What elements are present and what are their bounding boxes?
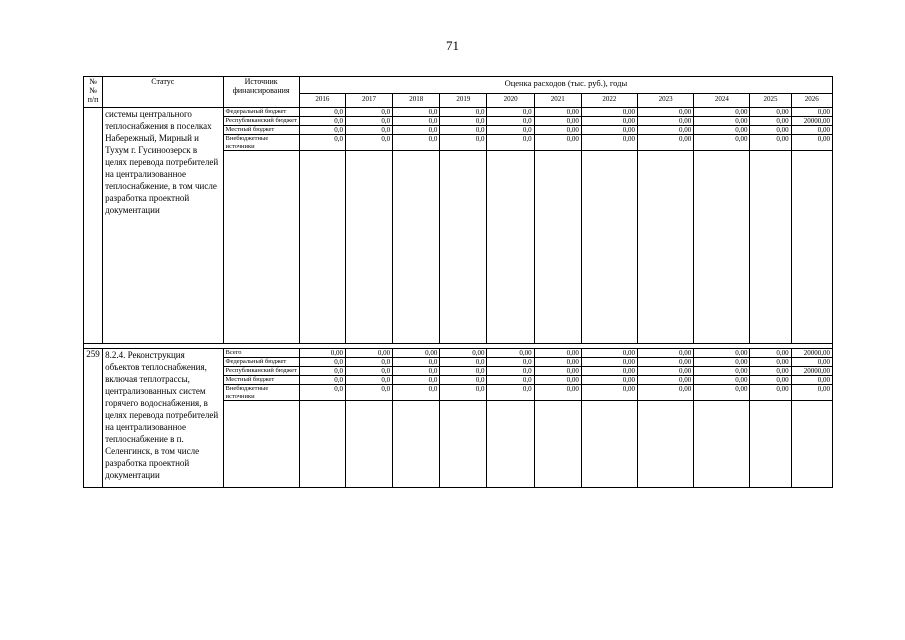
source-label: Внебюджетные источники bbox=[223, 385, 299, 401]
value-cell: 0,00 bbox=[638, 376, 694, 385]
value-cell: 0,00 bbox=[791, 385, 832, 401]
value-cell: 0,00 bbox=[440, 349, 487, 358]
value-cell: 0,0 bbox=[345, 358, 392, 367]
year-header: 2019 bbox=[440, 94, 487, 108]
value-cell: 0,0 bbox=[487, 385, 534, 401]
budget-table bbox=[83, 76, 833, 488]
value-cell: 0,0 bbox=[487, 376, 534, 385]
value-cell: 0,0 bbox=[299, 385, 345, 401]
row-number: 259 bbox=[84, 349, 103, 488]
value-cell: 0,00 bbox=[581, 349, 637, 358]
value-cell: 0,00 bbox=[393, 349, 440, 358]
year-header: 2016 bbox=[299, 94, 345, 108]
value-cell: 0,0 bbox=[299, 126, 345, 135]
value-cell: 0,00 bbox=[581, 376, 637, 385]
value-cell: 0,0 bbox=[299, 117, 345, 126]
value-cell: 0,00 bbox=[750, 135, 791, 151]
value-cell: 0,0 bbox=[440, 358, 487, 367]
value-cell: 0,0 bbox=[345, 367, 392, 376]
value-cell: 0,0 bbox=[487, 367, 534, 376]
value-cell: 0,0 bbox=[299, 358, 345, 367]
value-cell: 0,0 bbox=[393, 117, 440, 126]
value-cell: 0,00 bbox=[694, 358, 750, 367]
year-header: 2026 bbox=[791, 94, 832, 108]
value-cell: 0,00 bbox=[638, 358, 694, 367]
year-header: 2025 bbox=[750, 94, 791, 108]
year-header: 2023 bbox=[638, 94, 694, 108]
page-number: 71 bbox=[446, 38, 459, 53]
source-label: Республиканский бюджет bbox=[223, 367, 299, 376]
source-label: Внебюджетные источники bbox=[223, 135, 299, 151]
value-cell: 0,00 bbox=[534, 108, 581, 117]
value-cell: 0,00 bbox=[487, 349, 534, 358]
value-cell: 0,00 bbox=[534, 126, 581, 135]
value-cell: 20000,00 bbox=[791, 349, 832, 358]
value-cell: 0,0 bbox=[487, 108, 534, 117]
value-cell: 0,00 bbox=[638, 385, 694, 401]
value-cell: 0,0 bbox=[487, 358, 534, 367]
value-cell: 0,00 bbox=[638, 349, 694, 358]
row-number bbox=[84, 108, 103, 344]
value-cell: 0,00 bbox=[791, 126, 832, 135]
source-label: Всего bbox=[223, 349, 299, 358]
number-header: № № п/п bbox=[84, 77, 103, 108]
value-cell: 0,00 bbox=[581, 358, 637, 367]
status-description: 8.2.4. Реконструкция объектов теплоснабжения, включая теплотрассы, централизованных систем горячего водоснабжения, в целях перевода потребителей на централизованное теплоснабжение в п. Селенгинск, в том числе разработка проектной документации bbox=[103, 349, 223, 488]
value-cell: 0,0 bbox=[299, 135, 345, 151]
value-cell: 0,0 bbox=[299, 108, 345, 117]
value-cell: 0,0 bbox=[393, 108, 440, 117]
value-cell: 0,00 bbox=[694, 367, 750, 376]
value-cell: 0,00 bbox=[750, 367, 791, 376]
value-cell: 0,00 bbox=[581, 108, 637, 117]
value-cell: 0,00 bbox=[581, 367, 637, 376]
value-cell: 0,0 bbox=[393, 385, 440, 401]
year-header: 2024 bbox=[694, 94, 750, 108]
value-cell: 0,0 bbox=[299, 376, 345, 385]
value-cell: 0,0 bbox=[440, 108, 487, 117]
source-label: Местный бюджет bbox=[223, 376, 299, 385]
value-cell: 0,0 bbox=[345, 126, 392, 135]
value-cell: 0,00 bbox=[581, 117, 637, 126]
value-cell: 0,0 bbox=[393, 358, 440, 367]
value-cell: 0,0 bbox=[393, 376, 440, 385]
value-cell: 0,00 bbox=[581, 135, 637, 151]
value-cell: 0,00 bbox=[694, 135, 750, 151]
value-cell: 0,00 bbox=[694, 126, 750, 135]
value-cell: 0,0 bbox=[440, 367, 487, 376]
value-cell: 0,00 bbox=[638, 126, 694, 135]
value-cell: 0,00 bbox=[750, 349, 791, 358]
table-row bbox=[84, 108, 833, 117]
year-header: 2021 bbox=[534, 94, 581, 108]
value-cell: 0,00 bbox=[750, 358, 791, 367]
estimate-header: Оценка расходов (тыс. руб.), годы bbox=[299, 77, 832, 94]
value-cell: 0,0 bbox=[440, 135, 487, 151]
value-cell: 20000,00 bbox=[791, 117, 832, 126]
status-description: системы центрального теплоснабжения в поселках Набережный, Мирный и Тухум г. Гусиноозерск в целях перевода потребителей на централизованное теплоснабжение, в том числе разработка проектной документации bbox=[103, 108, 223, 344]
value-cell: 0,00 bbox=[299, 349, 345, 358]
value-cell: 0,00 bbox=[791, 358, 832, 367]
year-header: 2022 bbox=[581, 94, 637, 108]
value-cell: 0,00 bbox=[694, 349, 750, 358]
value-cell: 0,0 bbox=[440, 385, 487, 401]
value-cell: 0,00 bbox=[581, 385, 637, 401]
value-cell: 0,0 bbox=[440, 117, 487, 126]
value-cell: 0,00 bbox=[694, 117, 750, 126]
value-cell: 0,0 bbox=[487, 126, 534, 135]
value-cell: 0,00 bbox=[791, 135, 832, 151]
source-label: Федеральный бюджет bbox=[223, 108, 299, 117]
header-row bbox=[84, 77, 833, 94]
value-cell: 0,0 bbox=[393, 135, 440, 151]
year-header: 2018 bbox=[393, 94, 440, 108]
value-cell: 0,00 bbox=[638, 108, 694, 117]
value-cell: 0,00 bbox=[534, 358, 581, 367]
value-cell: 0,00 bbox=[694, 376, 750, 385]
year-header: 2017 bbox=[345, 94, 392, 108]
value-cell: 0,00 bbox=[581, 126, 637, 135]
value-cell: 0,00 bbox=[638, 367, 694, 376]
value-cell: 0,00 bbox=[534, 135, 581, 151]
value-cell: 0,00 bbox=[750, 376, 791, 385]
value-cell: 0,0 bbox=[345, 108, 392, 117]
value-cell: 0,00 bbox=[750, 117, 791, 126]
value-cell: 0,00 bbox=[694, 108, 750, 117]
value-cell: 0,0 bbox=[487, 135, 534, 151]
value-cell: 0,0 bbox=[345, 135, 392, 151]
sources-header: Источник финансирования bbox=[223, 77, 299, 108]
value-cell: 0,0 bbox=[440, 376, 487, 385]
value-cell: 0,00 bbox=[638, 117, 694, 126]
value-cell: 0,00 bbox=[791, 108, 832, 117]
status-header: Статус bbox=[103, 77, 223, 108]
value-cell: 0,00 bbox=[750, 126, 791, 135]
value-cell: 0,00 bbox=[791, 376, 832, 385]
value-cell: 0,0 bbox=[487, 117, 534, 126]
value-cell: 0,00 bbox=[534, 385, 581, 401]
value-cell: 0,00 bbox=[534, 117, 581, 126]
value-cell: 0,0 bbox=[393, 367, 440, 376]
value-cell: 0,0 bbox=[345, 117, 392, 126]
value-cell: 0,00 bbox=[750, 385, 791, 401]
value-cell: 0,00 bbox=[638, 135, 694, 151]
year-header: 2020 bbox=[487, 94, 534, 108]
value-cell: 0,00 bbox=[534, 376, 581, 385]
value-cell: 0,00 bbox=[694, 385, 750, 401]
source-label: Местный бюджет bbox=[223, 126, 299, 135]
value-cell: 0,0 bbox=[393, 126, 440, 135]
value-cell: 20000,00 bbox=[791, 367, 832, 376]
value-cell: 0,00 bbox=[534, 349, 581, 358]
value-cell: 0,0 bbox=[299, 367, 345, 376]
value-cell: 0,00 bbox=[750, 108, 791, 117]
value-cell: 0,0 bbox=[440, 126, 487, 135]
source-label: Республиканский бюджет bbox=[223, 117, 299, 126]
table-row bbox=[84, 349, 833, 358]
value-cell: 0,00 bbox=[534, 367, 581, 376]
value-cell: 0,0 bbox=[345, 385, 392, 401]
value-cell: 0,00 bbox=[345, 349, 392, 358]
source-label: Федеральный бюджет bbox=[223, 358, 299, 367]
value-cell: 0,0 bbox=[345, 376, 392, 385]
